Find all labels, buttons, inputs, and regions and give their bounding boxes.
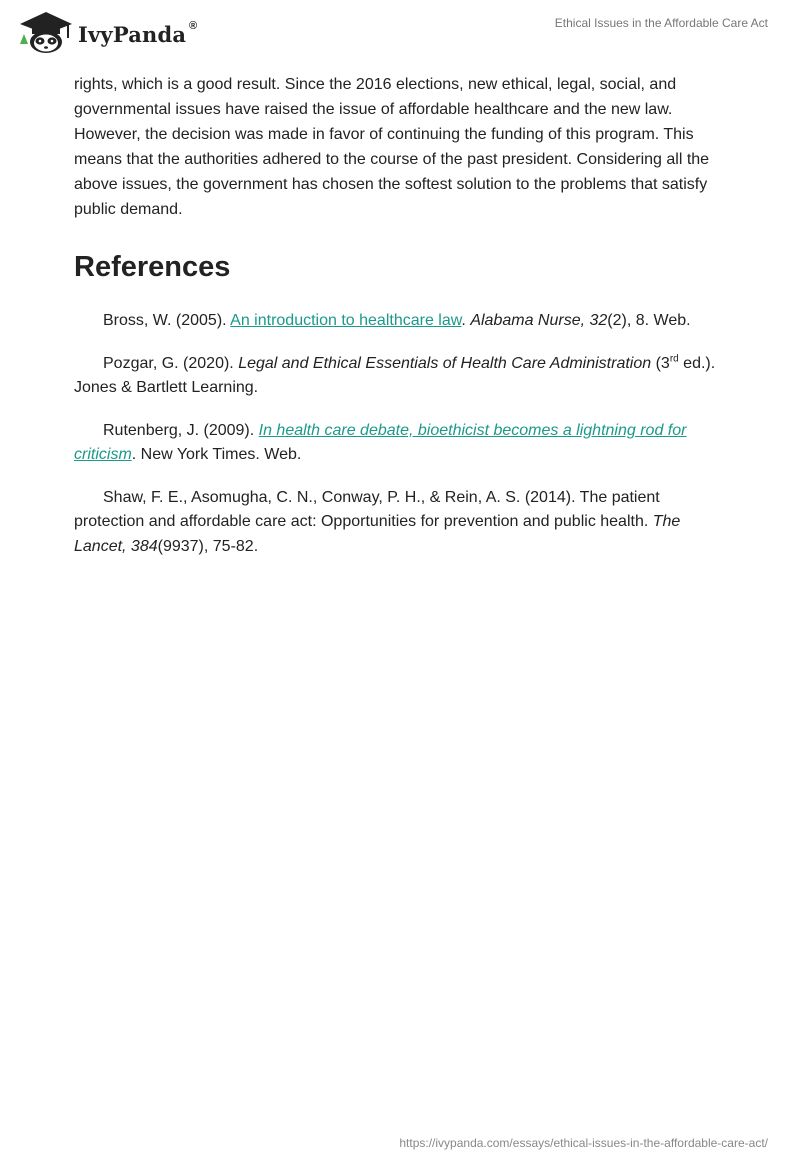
logo-wordmark: IvyPanda: [78, 22, 187, 47]
reference-text: (3: [651, 354, 670, 372]
document-body: [74, 72, 722, 577]
reference-text: .: [461, 312, 471, 329]
reference-journal: Alabama Nurse, 32: [470, 312, 608, 329]
reference-text: (2), 8. Web.: [607, 312, 691, 329]
reference-text: ed.). Jones & Bartlett Learning.: [74, 354, 716, 396]
reference-book-title: Legal and Ethical Essentials of Health Care Administration: [238, 354, 652, 372]
panda-graduate-logo-icon: [14, 8, 76, 54]
reference-link-bross[interactable]: An introduction to healthcare law: [230, 312, 462, 329]
reference-item-shaw: [74, 486, 722, 560]
references-heading: References: [74, 251, 231, 283]
registered-mark: ®: [189, 20, 198, 32]
page-header: [0, 0, 800, 70]
body-paragraph: rights, which is a good result. Since the 2016 elections, new ethical, legal, social, and governmental issues have raised the issue of affordable healthcare and the new law. However, the decision was made in favor of continuing the funding of this program. This means that the authorities adhered to the course of the past president. Considering all the above issues, the government has chosen the softest solution to the problems that satisfy public demand.: [74, 76, 710, 218]
edition-superscript: rd: [669, 353, 679, 365]
document-running-title: Ethical Issues in the Affordable Care Act: [554, 16, 768, 30]
ivypanda-logo[interactable]: [14, 8, 198, 58]
reference-text: (9937), 75-82.: [157, 537, 259, 555]
reference-link-text: In health care debate, bioethicist becomes a lightning rod for criticism: [74, 421, 687, 463]
reference-item-rutenberg: [74, 419, 722, 468]
reference-text: . New York Times. Web.: [131, 446, 302, 463]
reference-item-bross: [74, 309, 722, 334]
reference-journal: The Lancet, 384: [74, 513, 681, 555]
reference-text: Shaw, F. E., Asomugha, C. N., Conway, P. H., & Rein, A. S. (2014). The patient protection and affordable care act: Opportunities for prevention and public health.: [74, 488, 660, 530]
reference-text: Pozgar, G. (2020).: [103, 354, 239, 372]
source-url[interactable]: https://ivypanda.com/essays/ethical-issues-in-the-affordable-care-act/: [399, 1136, 768, 1150]
reference-text: Rutenberg, J. (2009).: [103, 421, 259, 439]
reference-item-pozgar: [74, 352, 722, 401]
reference-text: Bross, W. (2005).: [103, 312, 231, 329]
